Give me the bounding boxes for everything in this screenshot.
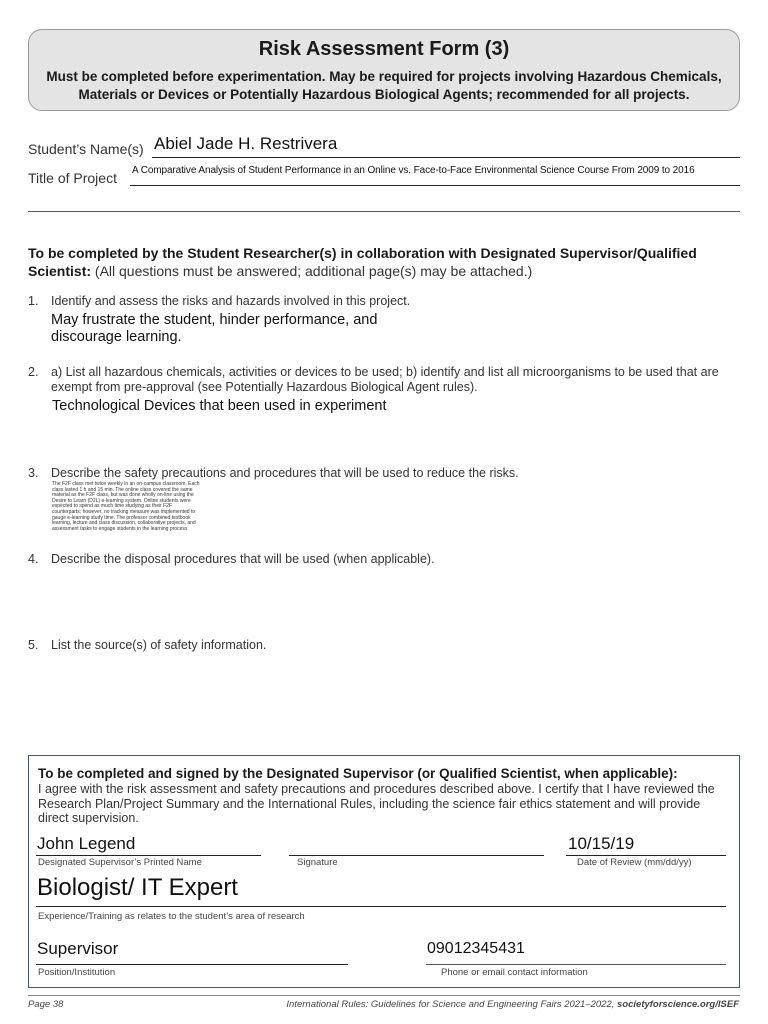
position-field[interactable]: Supervisor: [37, 939, 119, 958]
question-3-text: Describe the safety precautions and procedures that will be used to reduce the risks.: [51, 466, 519, 480]
footer-rules-text: International Rules: Guidelines for Science and Engineering Fairs 2021–2022,: [286, 999, 615, 1010]
signature-caption: Signature: [297, 857, 338, 868]
project-title-underline: [130, 185, 740, 186]
question-number: 1.: [28, 294, 39, 308]
question-1-answer[interactable]: May frustrate the student, hinder performance, and discourage learning.: [51, 312, 378, 345]
project-title-field[interactable]: A Comparative Analysis of Student Performance in an Online vs. Face-to-Face Environmental Science Course From 2009 to 2016: [132, 165, 695, 176]
project-title-label: Title of Project: [28, 170, 117, 186]
page-number: Page 38: [28, 999, 64, 1010]
question-1-text: Identify and assess the risks and hazards involved in this project.: [51, 294, 411, 308]
student-name-underline: [152, 157, 740, 158]
form-header: [28, 29, 740, 111]
question-number: 3.: [28, 466, 39, 480]
contact-caption: Phone or email contact information: [441, 967, 588, 978]
student-name-field[interactable]: Abiel Jade H. Restrivera: [154, 134, 338, 153]
review-date-underline: [566, 855, 726, 856]
position-caption: Position/Institution: [38, 967, 116, 978]
question-number: 5.: [28, 638, 39, 652]
supervisor-heading: To be completed and signed by the Designated Supervisor (or Qualified Scientist, when applicable):: [38, 766, 678, 781]
question-number: 2.: [28, 365, 39, 379]
review-date-caption: Date of Review (mm/dd/yy): [577, 857, 692, 868]
position-underline: [36, 964, 348, 965]
contact-field[interactable]: 09012345431: [427, 940, 525, 957]
supervisor-name-field[interactable]: John Legend: [37, 834, 136, 853]
form-title: Risk Assessment Form (3): [258, 38, 510, 60]
supervisor-statement: I agree with the risk assessment and safety precautions and procedures described above. I certify that I have reviewed the Research Plan/Project Summary and the International Rules, including the science fair ethics statement and will provide direct supervision.: [38, 782, 715, 825]
review-date-field[interactable]: 10/15/19: [568, 834, 635, 853]
student-name-label: Student’s Name(s): [28, 141, 144, 157]
supervisor-name-underline: [36, 855, 261, 856]
experience-caption: Experience/Training as relates to the student’s area of research: [38, 911, 305, 922]
project-title-extra-line: [28, 211, 740, 212]
footer-site-link[interactable]: societyforscience.org/ISEF: [617, 999, 739, 1010]
researcher-section-heading: [28, 244, 740, 280]
signature-field[interactable]: [289, 855, 544, 856]
question-5-text: List the source(s) of safety information.: [51, 638, 267, 652]
experience-field[interactable]: Biologist/ IT Expert: [37, 874, 238, 901]
question-2-text: a) List all hazardous chemicals, activities or devices to be used; b) identify and list all microorganisms to be used that are exempt from pre-approval (see Potentially Hazardous Biological Agent rules).: [51, 365, 719, 394]
form-subtitle: Must be completed before experimentation. May be required for projects involving Hazardous Chemicals, Materials or Devices or Potentially Hazardous Biological Agents; recommended for all projects.: [46, 69, 722, 102]
supervisor-name-caption: Designated Supervisor’s Printed Name: [38, 857, 202, 868]
experience-underline: [36, 906, 726, 907]
researcher-heading-bold: To be completed by the Student Researcher(s) in collaboration with Designated Supervisor/Qualified Scientist:: [28, 245, 697, 279]
contact-underline: [426, 964, 726, 965]
question-4-text: Describe the disposal procedures that will be used (when applicable).: [51, 552, 435, 566]
question-3-answer[interactable]: The F2F class met twice weekly in an on-campus classroom. Each class lasted 1 h and 15 min. The online class covered the same material as the F2F class, but was done wholly on-line using the Desire to Learn (D2L) e-learning system. Online students were expected to spend as much time studying as their F2F counterparts; however, no tracking measure was implemented to gauge e-learning study time. The professor combined textbook learning, lecture and class discussion, collaborative projects, and assessment tasks to engage students in the learning process: [52, 481, 200, 532]
footer-divider: [28, 995, 740, 996]
question-2-answer[interactable]: Technological Devices that been used in experiment: [52, 398, 387, 414]
researcher-heading-note: (All questions must be answered; additional page(s) may be attached.): [94, 263, 533, 279]
question-number: 4.: [28, 552, 39, 566]
footer-citation: [286, 999, 739, 1010]
